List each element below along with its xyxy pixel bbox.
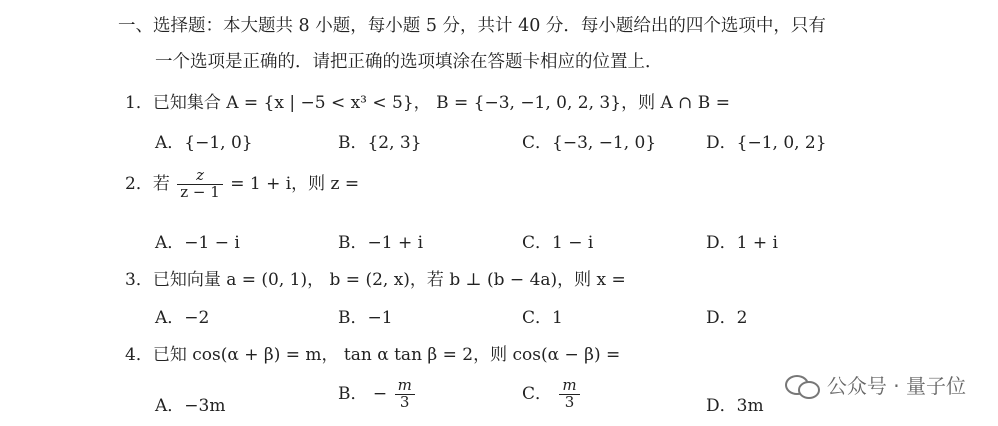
question-2-option-c: C．1 − i (522, 233, 594, 253)
option-c-fraction (559, 378, 579, 411)
question-1-option-c: C．{−3, −1, 0} (522, 133, 657, 153)
question-1-stem: 1．已知集合 A = {x | −5 < x³ < 5}， B = {−3, −1, 0, 2, 3}，则 A ∩ B = (125, 93, 730, 113)
question-4-option-b (338, 378, 417, 411)
watermark (785, 370, 966, 399)
question-1-option-a: A．{−1, 0} (155, 133, 253, 153)
fraction-numerator: m (559, 378, 579, 395)
wechat-icon (785, 372, 819, 398)
question-2-stem (125, 168, 359, 201)
question-2-option-d: D．1 + i (706, 233, 778, 253)
question-2-option-a: A．−1 − i (155, 233, 240, 253)
fraction-denominator: 3 (564, 392, 575, 411)
question-2-fraction (177, 168, 223, 201)
fraction-denominator: 3 (399, 392, 410, 411)
question-3-option-a: A．−2 (155, 308, 210, 328)
question-3-option-d: D．2 (706, 308, 748, 328)
section-heading-line2: 一个选项是正确的．请把正确的选项填涂在答题卡相应的位置上． (155, 52, 663, 72)
question-4-option-a: A．−3m (155, 396, 226, 416)
question-4-option-d: D．3m (706, 396, 764, 416)
question-4-stem: 4．已知 cos(α + β) = m， tan α tan β = 2，则 cos(α − β) = (125, 345, 621, 365)
watermark-text: 公众号 · 量子位 (826, 374, 966, 398)
question-3-stem: 3．已知向量 a = (0, 1)， b = (2, x)，若 b ⊥ (b − 4a)，则 x = (125, 270, 626, 290)
option-c-label: C． (522, 383, 553, 404)
question-1-option-d: D．{−1, 0, 2} (706, 133, 827, 153)
fraction-numerator: m (395, 378, 415, 395)
question-1-option-b: B．{2, 3} (338, 133, 422, 153)
question-2-option-b: B．−1 + i (338, 233, 424, 253)
option-b-sign: − (372, 383, 388, 404)
section-heading-line1: 一、选择题：本大题共 8 小题，每小题 5 分，共计 40 分．每小题给出的四个选项中，只有 (118, 16, 826, 36)
question-2-prefix: 2．若 (125, 173, 170, 194)
option-b-label: B． (338, 383, 368, 404)
question-2-suffix: = 1 + i，则 z = (230, 173, 360, 194)
fraction-denominator: z − 1 (180, 182, 220, 201)
fraction-numerator: z (177, 168, 223, 185)
question-3-option-c: C．1 (522, 308, 563, 328)
question-4-option-c (522, 378, 582, 411)
question-3-option-b: B．−1 (338, 308, 393, 328)
option-b-fraction (395, 378, 415, 411)
